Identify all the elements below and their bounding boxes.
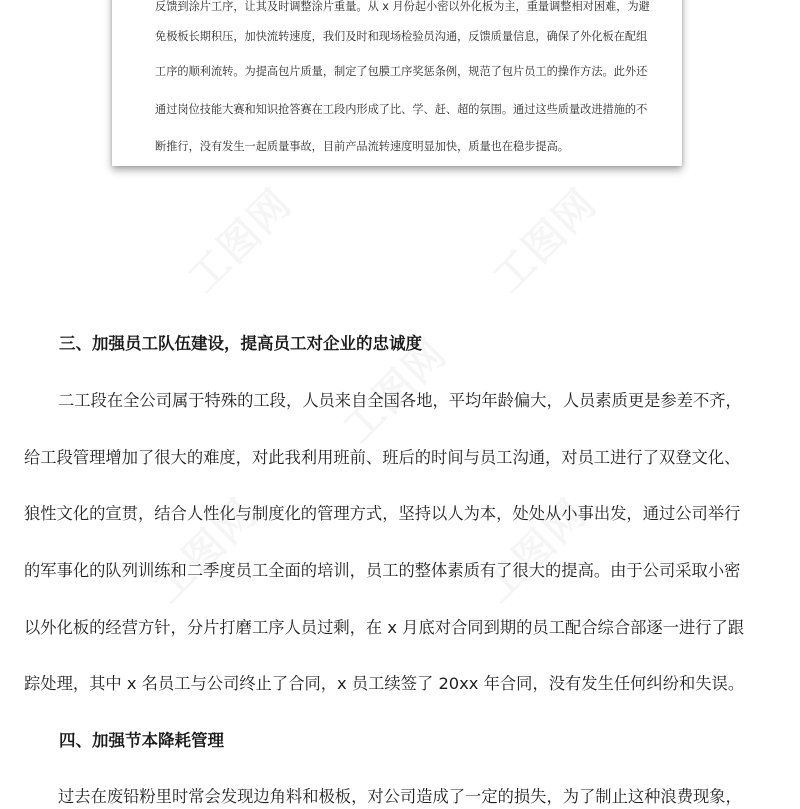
section-heading: 四、加强节本降耗管理 <box>59 731 224 750</box>
card-text-line: 通过岗位技能大赛和知识抢答赛在工段内形成了比、学、赶、超的氛围。通过这些质量改进措施的不 <box>155 103 648 116</box>
watermark: 工图网 <box>144 490 267 612</box>
card-text-line: 工序的顺利流转。为提高包片质量，制定了包膜工序奖惩条例，规范了包片员工的操作方法。此外还 <box>155 65 648 78</box>
paragraph-line: 踪处理，其中 x 名员工与公司终止了合同，x 员工续签了 20xx 年合同，没有发生任何纠纷和失误。 <box>24 674 745 693</box>
document-card <box>112 0 682 166</box>
card-text-line: 免极板长期积压，加快流转速度，我们及时和现场检验员沟通，反馈质量信息，确保了外化板在配组 <box>155 30 648 43</box>
paragraph-line: 过去在废铅粉里时常会发现边角料和极板，对公司造成了一定的损失，为了制止这种浪费现象， <box>58 787 742 806</box>
paragraph-line: 的军事化的队列训练和二季度员工全面的培训，员工的整体素质有了很大的提高。由于公司采取小密 <box>24 561 741 580</box>
section-heading: 三、加强员工队伍建设，提高员工对企业的忠诚度 <box>59 334 422 353</box>
paragraph-line: 二工段在全公司属于特殊的工段，人员来自全国各地，平均年龄偏大，人员素质更是参差不齐， <box>58 391 742 410</box>
watermark: 工图网 <box>484 180 607 302</box>
paragraph-line: 给工段管理增加了很大的难度，对此我利用班前、班后的时间与员工沟通，对员工进行了双登文化、 <box>24 448 741 467</box>
paragraph-line: 以外化板的经营方针，分片打磨工序人员过剩，在 x 月底对合同到期的员工配合综合部逐一进行了跟 <box>24 618 745 637</box>
card-text-line: 断推行，没有发生一起质量事故，目前产品流转速度明显加快，质量也在稳步提高。 <box>155 140 569 153</box>
watermark: 工图网 <box>179 180 302 302</box>
card-text-line: 反馈到涂片工序，让其及时调整涂片重量。从 x 月份起小密以外化板为主，重量调整相对困难，为避 <box>155 0 650 13</box>
watermark: 工图网 <box>474 490 597 612</box>
paragraph-line: 狼性文化的宣贯，结合人性化与制度化的管理方式，坚持以人为本，处处从小事出发，通过公司举行 <box>24 504 741 523</box>
watermark: 工图网 <box>334 330 457 452</box>
